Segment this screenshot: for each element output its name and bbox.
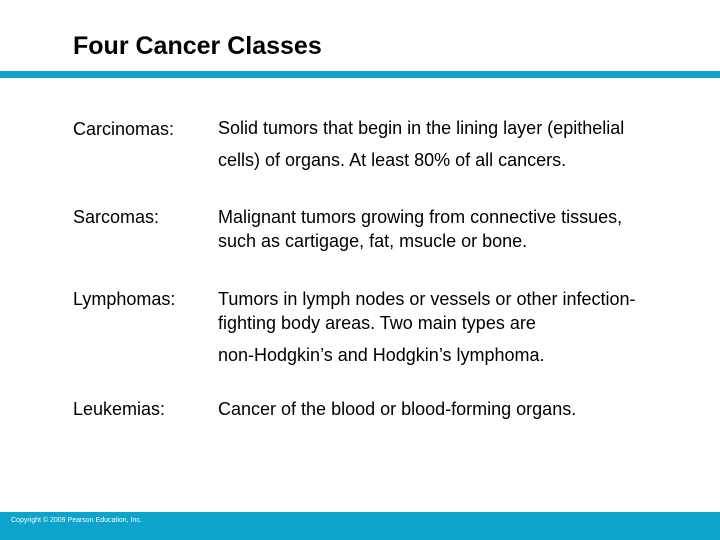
copyright-notice: Copyright © 2009 Pearson Education, Inc.: [11, 517, 142, 524]
definition-line: Solid tumors that begin in the lining layer (epithelial: [218, 118, 625, 138]
definition-lymphomas: [218, 287, 688, 367]
term-carcinomas: Carcinomas:: [73, 119, 175, 139]
definition-carcinomas: [218, 116, 688, 172]
definition-line: cells) of organs. At least 80% of all cancers.: [218, 150, 567, 170]
definition-line: such as cartigage, fat, msucle or bone.: [218, 231, 528, 251]
definition-line: fighting body areas. Two main types are: [218, 313, 536, 333]
definition-leukemias: [218, 397, 688, 421]
definition-line: non-Hodgkin’s and Hodgkin’s lymphoma.: [218, 345, 545, 365]
definition-line: Cancer of the blood or blood-forming organs.: [218, 399, 577, 419]
title-divider: [0, 71, 720, 78]
term-lymphomas: Lymphomas:: [73, 289, 176, 309]
term-sarcomas: Sarcomas:: [73, 207, 160, 227]
definition-line: Malignant tumors growing from connective tissues,: [218, 207, 623, 227]
definition-line: Tumors in lymph nodes or vessels or other infection-: [218, 289, 636, 309]
slide-title: Four Cancer Classes: [73, 32, 322, 60]
definition-sarcomas: [218, 205, 688, 253]
term-leukemias: Leukemias:: [73, 399, 166, 419]
